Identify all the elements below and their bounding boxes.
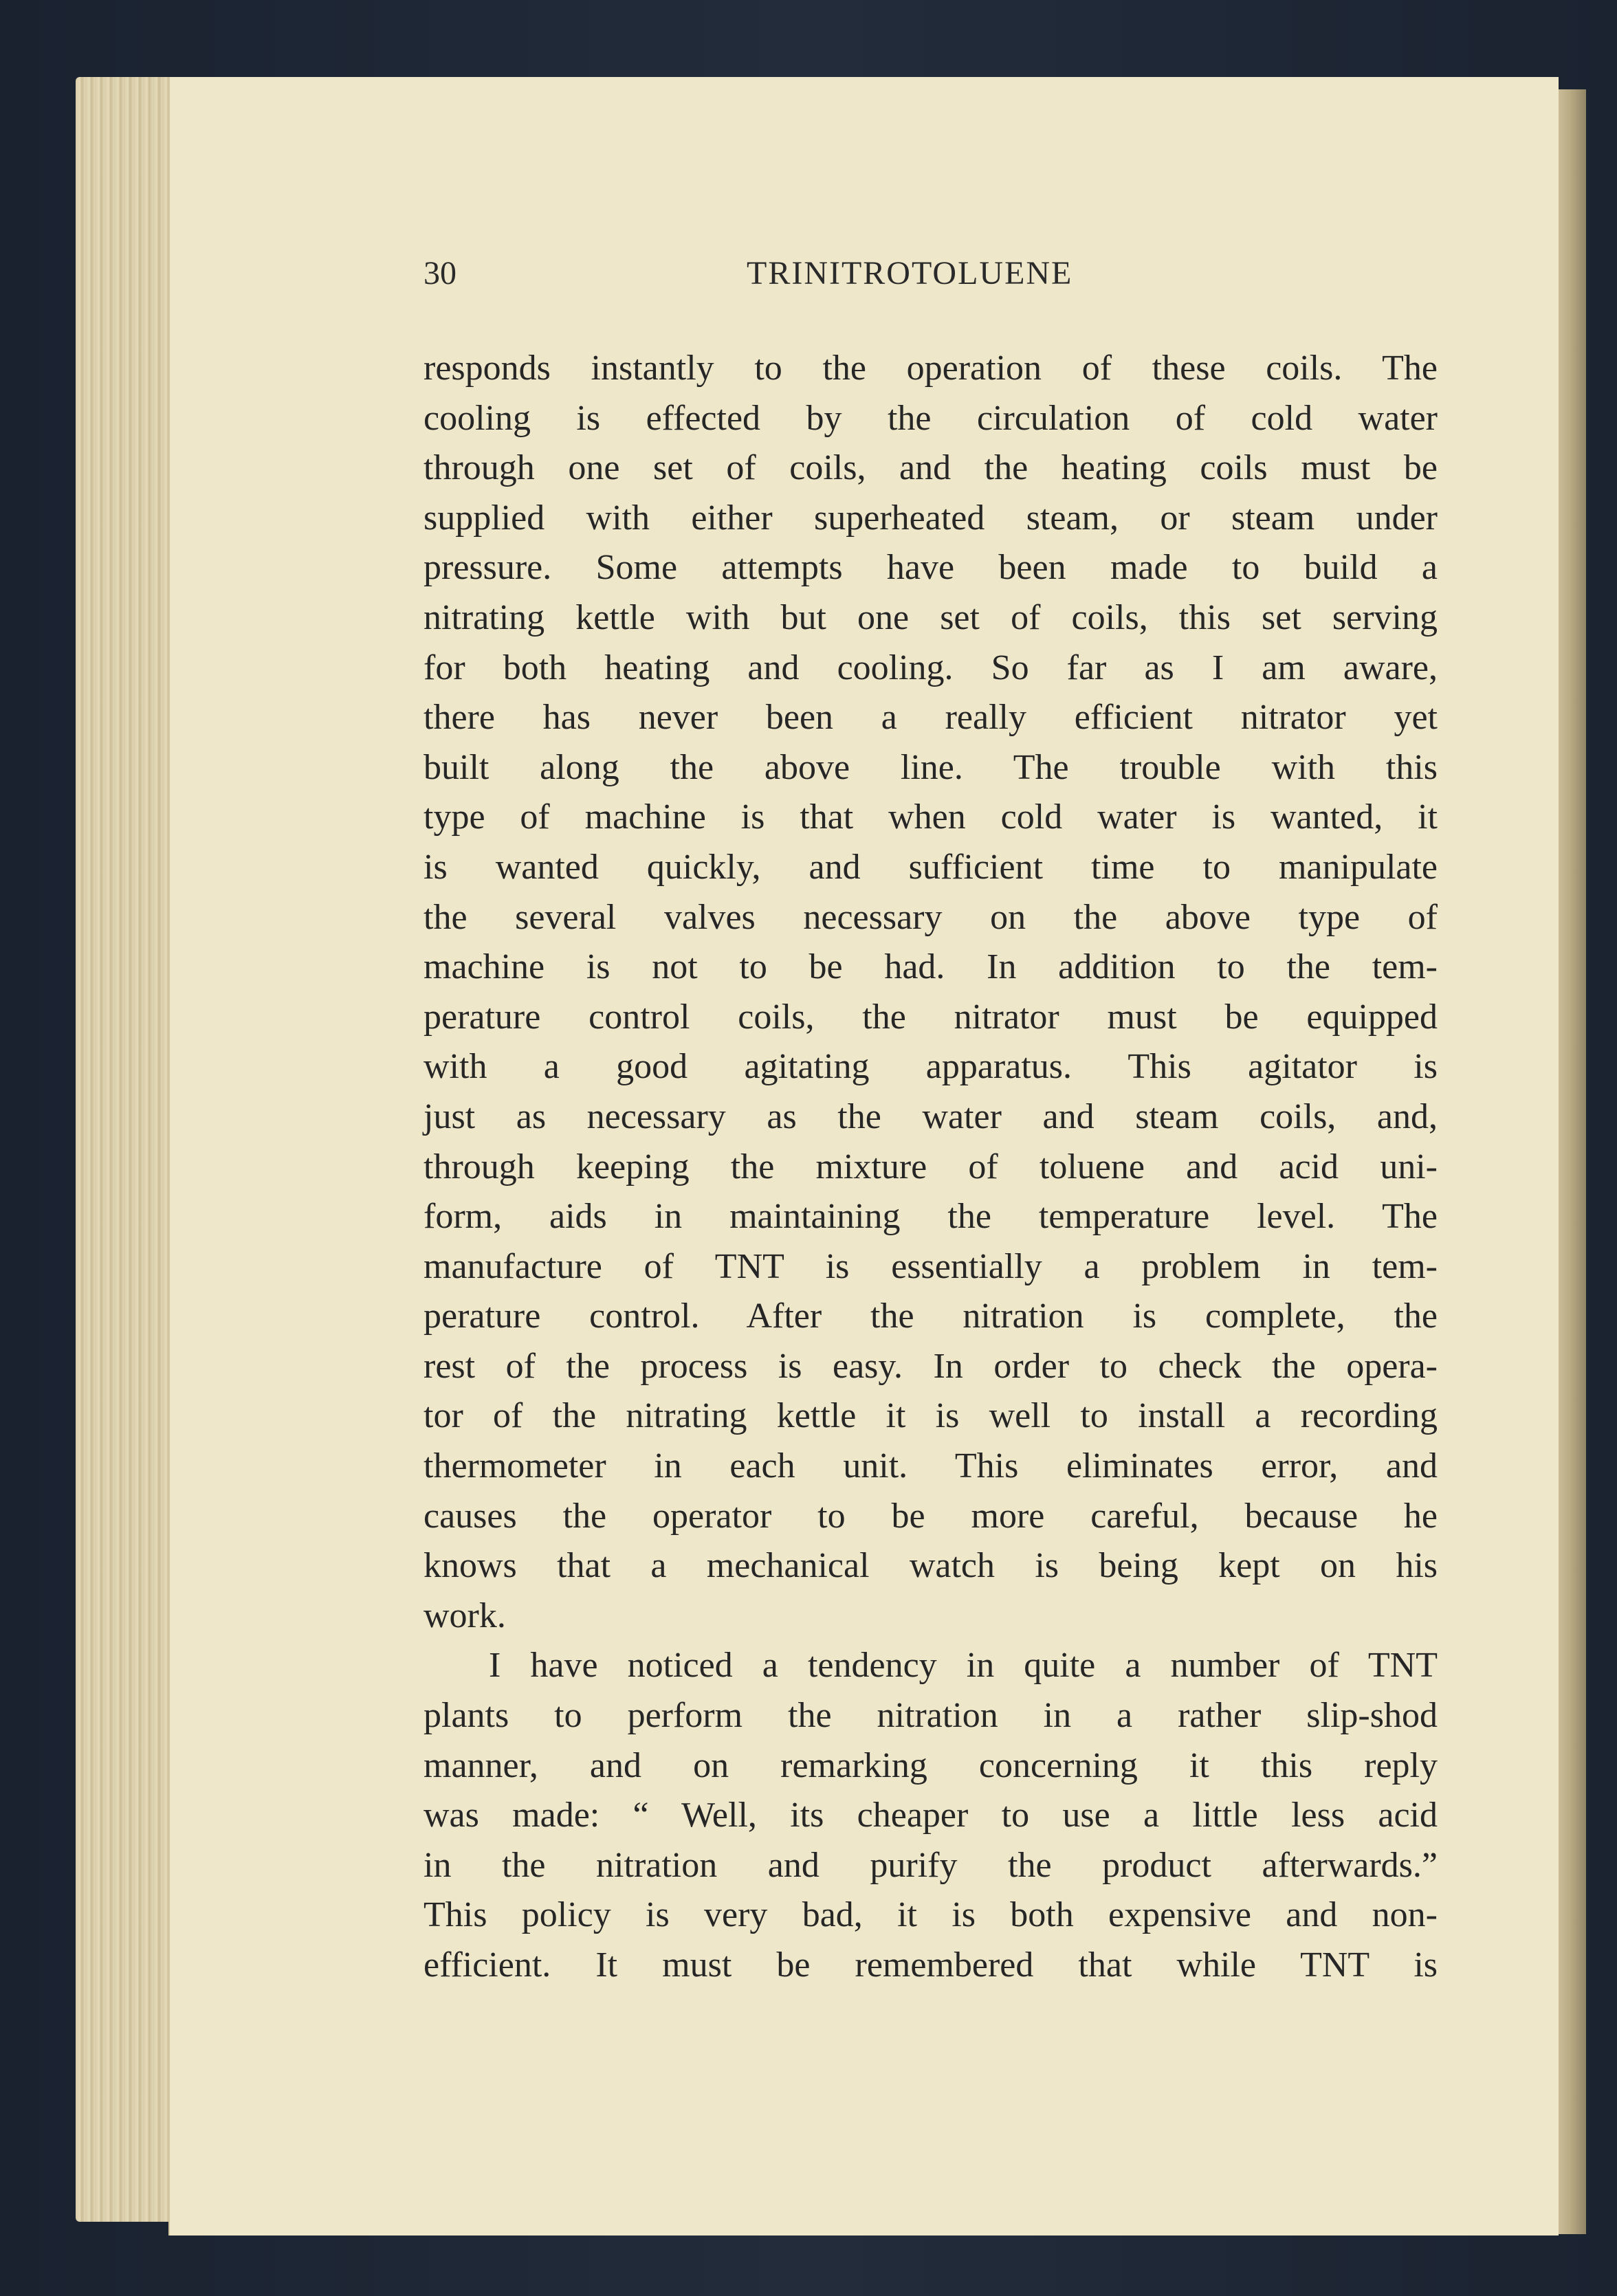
- text-line: through keeping the mixture of toluene and acid uni-: [424, 1147, 1438, 1186]
- text-line: efficient. It must be remembered that while TNT is: [424, 1945, 1438, 1985]
- running-header: [424, 254, 1438, 302]
- text-line: was made: “ Well, its cheaper to use a little less acid: [424, 1796, 1438, 1835]
- text-line: through one set of coils, and the heating coils must be: [424, 448, 1438, 488]
- text-line: causes the operator to be more careful, because he: [424, 1496, 1438, 1536]
- text-line: in the nitration and purify the product afterwards.”: [424, 1845, 1438, 1885]
- text-line: perature control coils, the nitrator must be equipped: [424, 997, 1438, 1037]
- paragraph-end-line: work.: [424, 1596, 506, 1635]
- page-gutter: [1555, 89, 1586, 2234]
- page-number: 30: [424, 255, 456, 291]
- text-line: for both heating and cooling. So far as I am aware,: [424, 648, 1438, 687]
- text-line: there has never been a really efficient nitrator yet: [424, 698, 1438, 738]
- text-line: form, aids in maintaining the temperature level. The: [424, 1197, 1438, 1237]
- text-line: just as necessary as the water and steam coils, and,: [424, 1096, 1438, 1136]
- text-line: built along the above line. The trouble with this: [424, 747, 1438, 787]
- text-line: cooling is effected by the circulation of cold water: [424, 398, 1438, 438]
- text-line: knows that a mechanical watch is being kept on his: [424, 1546, 1438, 1586]
- text-line: tor of the nitrating kettle it is well to install a recording: [424, 1396, 1438, 1436]
- text-line: nitrating kettle with but one set of coils, this set serving: [424, 597, 1438, 637]
- body-text: [424, 344, 1438, 1991]
- running-title: TRINITROTOLUENE: [747, 255, 1073, 291]
- text-line: manufacture of TNT is essentially a problem in tem-: [424, 1246, 1438, 1286]
- text-line: supplied with either superheated steam, or steam under: [424, 498, 1438, 538]
- text-line: type of machine is that when cold water is wanted, it: [424, 797, 1438, 837]
- text-line: thermometer in each unit. This eliminates error, and: [424, 1446, 1438, 1486]
- paragraph-start-line: I have noticed a tendency in quite a number of TNT: [489, 1646, 1438, 1686]
- text-line: pressure. Some attempts have been made to build a: [424, 548, 1438, 588]
- text-line: perature control. After the nitration is complete, the: [424, 1296, 1438, 1336]
- text-line: plants to perform the nitration in a rather slip-shod: [424, 1696, 1438, 1736]
- text-line: This policy is very bad, it is both expensive and non-: [424, 1895, 1438, 1935]
- text-line: rest of the process is easy. In order to check the opera-: [424, 1346, 1438, 1386]
- text-line: with a good agitating apparatus. This agitator is: [424, 1047, 1438, 1087]
- text-line: the several valves necessary on the above type of: [424, 897, 1438, 937]
- text-line: manner, and on remarking concerning it this reply: [424, 1745, 1438, 1785]
- text-line: machine is not to be had. In addition to the tem-: [424, 947, 1438, 987]
- page-edges: [76, 77, 179, 2222]
- text-line: is wanted quickly, and sufficient time to manipulate: [424, 847, 1438, 887]
- text-line: responds instantly to the operation of these coils. The: [424, 349, 1438, 388]
